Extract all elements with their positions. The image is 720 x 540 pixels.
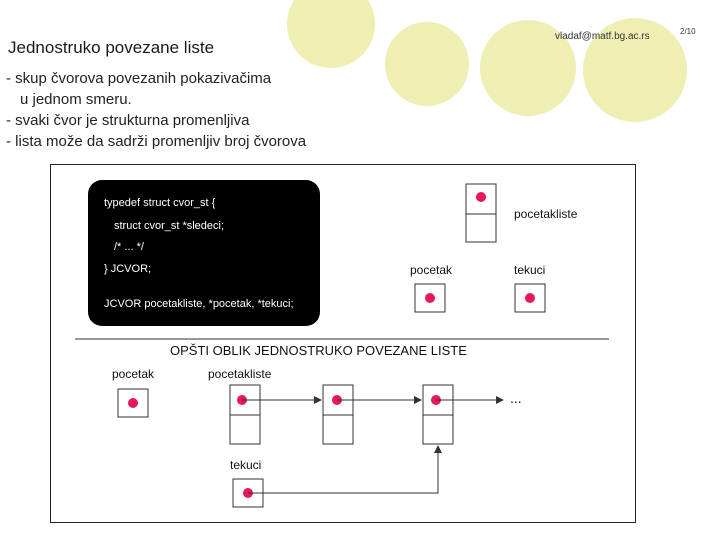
list-node-1 <box>230 385 260 444</box>
slide-title: Jednostruko povezane liste <box>8 38 215 57</box>
code-line-4: } JCVOR; <box>104 263 152 275</box>
label-pocetak-bottom: pocetak <box>112 367 155 381</box>
pointer-dot <box>128 398 138 408</box>
bullet-3: - lista može da sadrži promenljiv broj čvorova <box>6 133 307 150</box>
label-pocetakliste-top: pocetakliste <box>514 207 578 221</box>
node-pocetakliste-top <box>466 184 496 242</box>
ellipsis: ... <box>510 390 522 406</box>
bullet-2: - svaki čvor je strukturna promenljiva <box>6 112 250 129</box>
pointer-tekuci-top <box>515 284 545 312</box>
code-line-2: struct cvor_st *sledeci; <box>114 220 225 232</box>
arrow-tekuci-to-node3 <box>248 446 438 493</box>
list-node-3 <box>423 385 453 444</box>
page-number: 2/10 <box>680 27 696 36</box>
section-title: OPŠTI OBLIK JEDNOSTRUKO POVEZANE LISTE <box>170 343 467 358</box>
label-tekuci-bottom: tekuci <box>230 458 262 472</box>
code-line-1: typedef struct cvor_st { <box>104 197 216 209</box>
label-tekuci-top: tekuci <box>514 263 546 277</box>
pointer-pocetak-bottom <box>118 389 148 417</box>
pointer-dot <box>476 192 486 202</box>
bullet-1-continuation: u jednom smeru. <box>20 91 132 108</box>
label-pocetakliste-bottom: pocetakliste <box>208 367 272 381</box>
pointer-dot <box>525 293 535 303</box>
code-line-5: JCVOR pocetakliste, *pocetak, *tekuci; <box>104 298 294 310</box>
author-email: vladaf@matf.bg.ac.rs <box>555 31 650 42</box>
pointer-pocetak-top <box>415 284 445 312</box>
list-node-2 <box>323 385 353 444</box>
code-line-3: /* ... */ <box>114 241 144 253</box>
label-pocetak-top: pocetak <box>410 263 453 277</box>
pointer-dot <box>425 293 435 303</box>
bullet-1: - skup čvorova povezanih pokazivačima <box>6 70 272 87</box>
